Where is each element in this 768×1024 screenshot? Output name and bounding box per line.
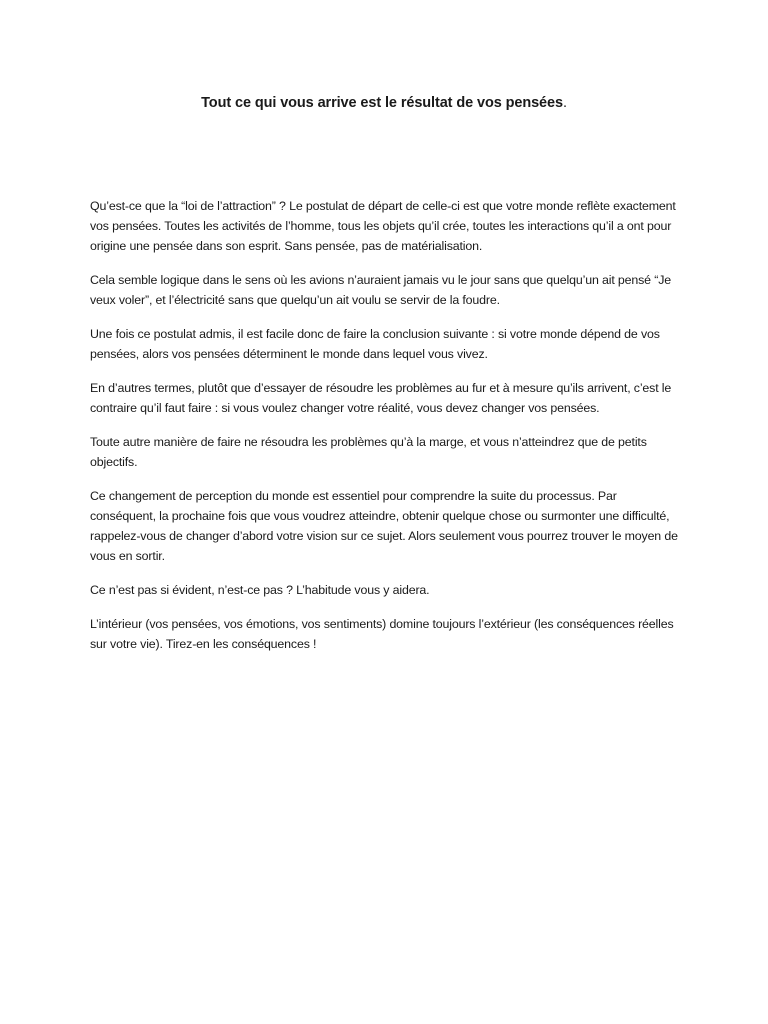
paragraph-8: L’intérieur (vos pensées, vos émotions, vos sentiments) domine toujours l’extérieur (les conséquences réelles sur votre vie). Tirez-en les conséquences ! bbox=[90, 617, 674, 651]
document-title-text: Tout ce qui vous arrive est le résultat de vos pensées bbox=[201, 95, 563, 111]
paragraph-2: Cela semble logique dans le sens où les avions n’auraient jamais vu le jour sans que quelqu’un ait pensé “Je veux voler”, et l’électricité sans que quelqu’un ait voulu se servir de la foudre. bbox=[90, 273, 671, 307]
paragraph-1: Qu’est-ce que la “loi de l’attraction” ? Le postulat de départ de celle-ci est que votre monde reflète exactement vos pensées. Toutes les activités de l’homme, tous les objets qu’il crée, toutes les interactions qu’il a ont pour origine une pensée dans son esprit. Sans pensée, pas de matérialisation. bbox=[90, 199, 676, 253]
paragraph-6: Ce changement de perception du monde est essentiel pour comprendre la suite du processus. Par conséquent, la prochaine fois que vous voudrez atteindre, obtenir quelque chose ou surmonter une difficulté, rappelez-vous de changer d’abord votre vision sur ce sujet. Alors seulement vous pourrez trouver le moyen de vous en sortir. bbox=[90, 489, 678, 563]
paragraph-5: Toute autre manière de faire ne résoudra les problèmes qu’à la marge, et vous n’atteindrez que de petits objectifs. bbox=[90, 435, 647, 469]
paragraph-7: Ce n’est pas si évident, n’est-ce pas ? L’habitude vous y aidera. bbox=[90, 583, 430, 597]
document-title bbox=[0, 95, 768, 111]
paragraph-3: Une fois ce postulat admis, il est facile donc de faire la conclusion suivante : si votre monde dépend de vos pensées, alors vos pensées déterminent le monde dans lequel vous vivez. bbox=[90, 327, 660, 361]
paragraph-4: En d’autres termes, plutôt que d’essayer de résoudre les problèmes au fur et à mesure qu’ils arrivent, c’est le contraire qu’il faut faire : si vous voulez changer votre réalité, vous devez changer vos pensées. bbox=[90, 381, 672, 415]
document-body bbox=[90, 196, 682, 668]
document-title-period: . bbox=[562, 95, 567, 111]
